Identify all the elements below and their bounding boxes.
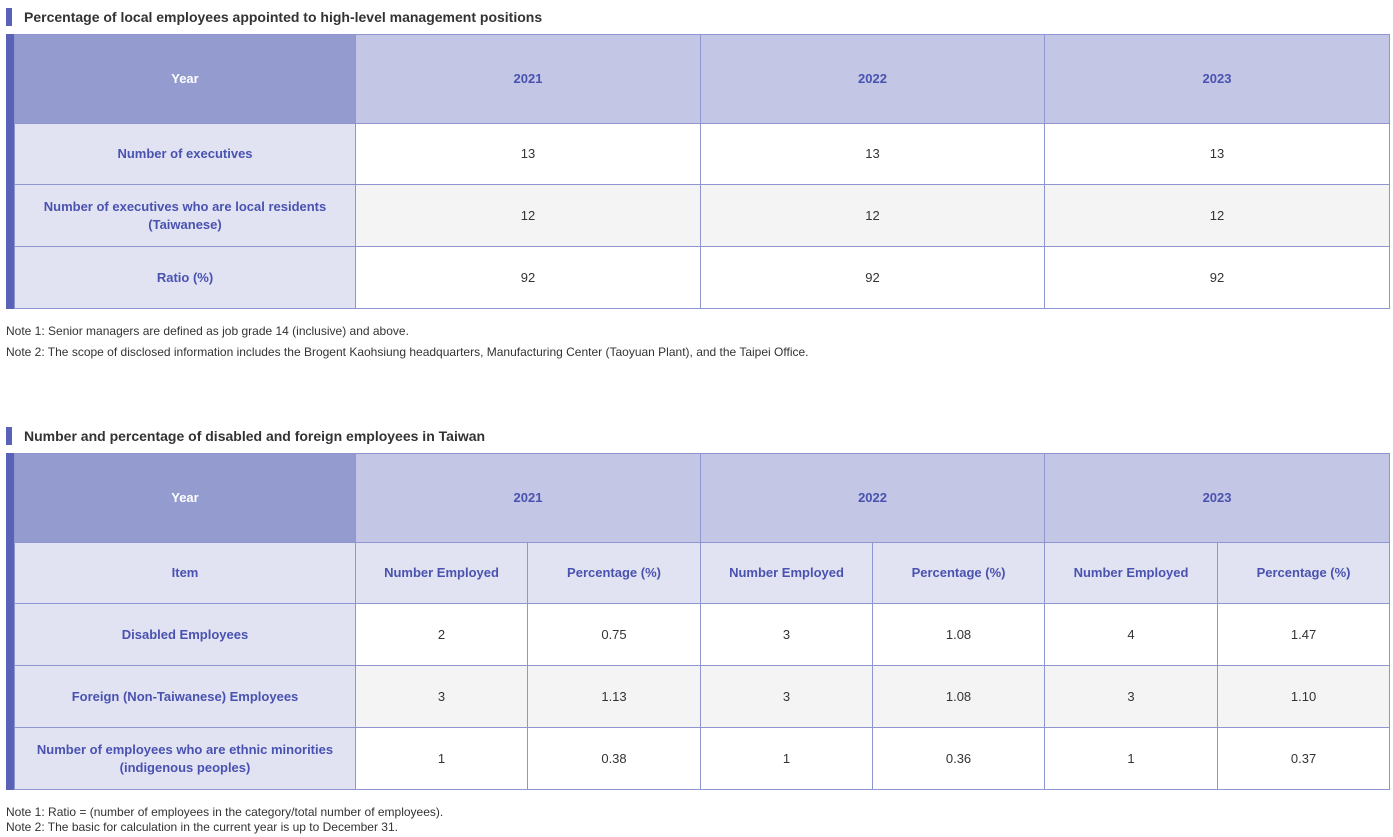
year-2021-header: 2021 <box>356 35 701 124</box>
table-cell: 3 <box>701 604 873 666</box>
row-label: Number of executives <box>15 124 356 185</box>
table-cell: 92 <box>1045 247 1390 309</box>
table-cell: 1 <box>356 728 528 790</box>
local-executives-table <box>14 34 1390 309</box>
table-row <box>15 728 1390 790</box>
table-cell: 1.13 <box>528 666 701 728</box>
year-header: Year <box>15 454 356 543</box>
year-2022-header: 2022 <box>701 35 1045 124</box>
table2-note-1: Note 1: Ratio = (number of employees in the category/total number of employees). <box>6 805 444 819</box>
table-cell: 13 <box>356 124 701 185</box>
percentage-header: Percentage (%) <box>1218 543 1390 604</box>
row-label: Disabled Employees <box>15 604 356 666</box>
table-row <box>15 185 1390 247</box>
table-cell: 2 <box>356 604 528 666</box>
table2-header-row <box>15 454 1390 543</box>
year-2022-header: 2022 <box>701 454 1045 543</box>
row-label: Number of executives who are local residents (Taiwanese) <box>15 185 356 247</box>
table-cell: 1 <box>1045 728 1218 790</box>
year-2021-header: 2021 <box>356 454 701 543</box>
row-label: Number of employees who are ethnic minorities (indigenous peoples) <box>15 728 356 790</box>
disabled-foreign-employees-table <box>14 453 1390 790</box>
table-cell: 13 <box>1045 124 1390 185</box>
table-cell: 3 <box>1045 666 1218 728</box>
row-label: Ratio (%) <box>15 247 356 309</box>
table-cell: 0.75 <box>528 604 701 666</box>
table-row <box>15 247 1390 309</box>
table-cell: 1.08 <box>873 604 1045 666</box>
table-cell: 0.36 <box>873 728 1045 790</box>
table-cell: 0.38 <box>528 728 701 790</box>
table-row <box>15 124 1390 185</box>
table-cell: 0.37 <box>1218 728 1390 790</box>
table1-note-1: Note 1: Senior managers are defined as job grade 14 (inclusive) and above. <box>6 324 409 338</box>
table-cell: 1.10 <box>1218 666 1390 728</box>
table-cell: 3 <box>701 666 873 728</box>
table-cell: 1.47 <box>1218 604 1390 666</box>
year-header: Year <box>15 35 356 124</box>
year-2023-header: 2023 <box>1045 454 1390 543</box>
table-cell: 92 <box>356 247 701 309</box>
table2-wrapper <box>6 453 1390 790</box>
row-label: Foreign (Non-Taiwanese) Employees <box>15 666 356 728</box>
number-employed-header: Number Employed <box>356 543 528 604</box>
table1-title: Percentage of local employees appointed to high-level management positions <box>6 8 542 26</box>
table-cell: 12 <box>356 185 701 247</box>
table1-note-2: Note 2: The scope of disclosed information includes the Brogent Kaohsiung headquarters, Manufacturing Center (Taoyuan Plant), and the Taipei Office. <box>6 345 809 359</box>
table2-note-2: Note 2: The basic for calculation in the current year is up to December 31. <box>6 820 398 834</box>
table-row <box>15 604 1390 666</box>
table-cell: 4 <box>1045 604 1218 666</box>
table-cell: 12 <box>701 185 1045 247</box>
table1-wrapper <box>6 34 1390 309</box>
table-cell: 3 <box>356 666 528 728</box>
number-employed-header: Number Employed <box>1045 543 1218 604</box>
table-cell: 13 <box>701 124 1045 185</box>
table-cell: 1.08 <box>873 666 1045 728</box>
table1-header-row <box>15 35 1390 124</box>
year-2023-header: 2023 <box>1045 35 1390 124</box>
table-cell: 92 <box>701 247 1045 309</box>
percentage-header: Percentage (%) <box>873 543 1045 604</box>
table2-subheader-row <box>15 543 1390 604</box>
table-cell: 1 <box>701 728 873 790</box>
number-employed-header: Number Employed <box>701 543 873 604</box>
table2-title: Number and percentage of disabled and foreign employees in Taiwan <box>6 427 485 445</box>
table-cell: 12 <box>1045 185 1390 247</box>
table-row <box>15 666 1390 728</box>
item-header: Item <box>15 543 356 604</box>
percentage-header: Percentage (%) <box>528 543 701 604</box>
